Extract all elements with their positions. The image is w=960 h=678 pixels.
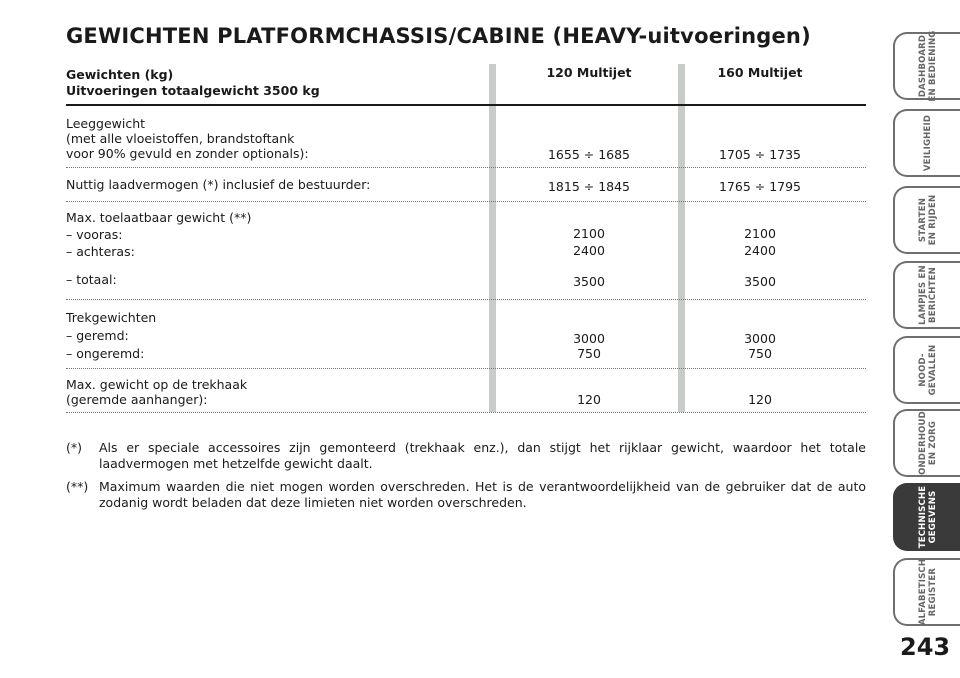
unbraked-col-1: 750 [577,346,601,361]
empty-weight-col-2: 1705 ÷ 1735 [718,147,802,162]
row-payload-label: Nuttig laadvermogen (*) inclusief de bestuurder: [66,177,371,192]
hitch-col-1: 120 [577,392,601,407]
row-divider [66,201,866,202]
row-divider [66,167,866,168]
braked-col-1: 3000 [573,331,605,346]
page-number: 243 [900,633,951,661]
header-col-2: 160 Multijet [717,65,803,80]
rear-axle-col-2: 2400 [744,243,776,258]
row-total-label: – totaal: [66,272,117,287]
label-line: (met alle vloeistoffen, brandstoftank [66,131,295,146]
empty-weight-col-1: 1655 ÷ 1685 [547,147,631,162]
row-rear-axle-label: – achteras: [66,244,135,259]
page-title: GEWICHTEN PLATFORMCHASSIS/CABINE (HEAVY-uitvoeringen) [66,24,811,48]
header-line-1: Gewichten (kg) [66,67,174,82]
row-braked-label: – geremd: [66,328,129,343]
row-front-axle-label: – vooras: [66,227,123,242]
footnote-text: Maximum waarden die niet mogen worden overschreden. Het is de verantwoordelijkheid van de gebruiker dat de auto zodanig wordt beladen dat deze limieten niet worden overschreden. [99,479,866,510]
footnote-marker: (*) [66,440,83,455]
tab-label: TECHNISCHE GEGEVENS [917,485,938,549]
row-divider [66,412,866,413]
tab-label: ONDERHOUD EN ZORG [917,411,938,475]
hitch-col-2: 120 [748,392,772,407]
tab-safety[interactable] [893,109,960,177]
tab-label: LAMPJES EN BERICHTEN [917,265,938,325]
row-divider [66,299,866,300]
row-hitch-label [66,377,247,407]
tab-starting-driving[interactable] [893,186,960,254]
column-bar-2 [678,64,685,412]
braked-col-2: 3000 [744,331,776,346]
footnote [66,440,866,472]
header-col-1: 120 Multijet [546,65,632,80]
header-rule [66,104,866,106]
label-line: voor 90% gevuld en zonder optionals): [66,146,309,161]
header-line-2: Uitvoeringen totaalgewicht 3500 kg [66,83,320,98]
tab-warning-lights[interactable] [893,261,960,329]
table-header-label [66,67,320,99]
column-bar-1 [489,64,496,412]
label-line: Leeggewicht [66,116,146,131]
label-line: Max. gewicht op de trekhaak [66,377,248,392]
tab-label: NOOD- GEVALLEN [917,344,938,396]
front-axle-col-2: 2100 [744,226,776,241]
row-max-weight-label: Max. toelaatbaar gewicht (**) [66,210,252,225]
tab-technical-data[interactable] [893,483,960,551]
tab-label: ALFABETISCH REGISTER [917,558,938,626]
payload-col-2: 1765 ÷ 1795 [718,179,802,194]
row-unbraked-label: – ongeremd: [66,346,145,361]
tab-index[interactable] [893,558,960,626]
row-towing-label: Trekgewichten [66,310,157,325]
row-divider [66,368,866,369]
footnote-text: Als er speciale accessoires zijn gemonteerd (trekhaak enz.), dan stijgt het rijklaar gewicht, waardoor het totale laadvermogen met hetzelfde gewicht daalt. [99,440,866,471]
label-line: (geremde aanhanger): [66,392,208,407]
front-axle-col-1: 2100 [573,226,605,241]
tab-label: DASHBOARD EN BEDIENING [917,30,938,102]
row-empty-weight-label [66,116,309,161]
tab-emergencies[interactable] [893,336,960,404]
total-col-2: 3500 [744,274,776,289]
unbraked-col-2: 750 [748,346,772,361]
total-col-1: 3500 [573,274,605,289]
footnote [66,479,866,511]
footnote-marker: (**) [66,479,89,494]
tab-label: VEILIGHEID [922,114,933,172]
tab-label: STARTEN EN RIJDEN [917,194,938,246]
rear-axle-col-1: 2400 [573,243,605,258]
tab-maintenance[interactable] [893,409,960,477]
payload-col-1: 1815 ÷ 1845 [547,179,631,194]
tab-dashboard[interactable] [893,32,960,100]
